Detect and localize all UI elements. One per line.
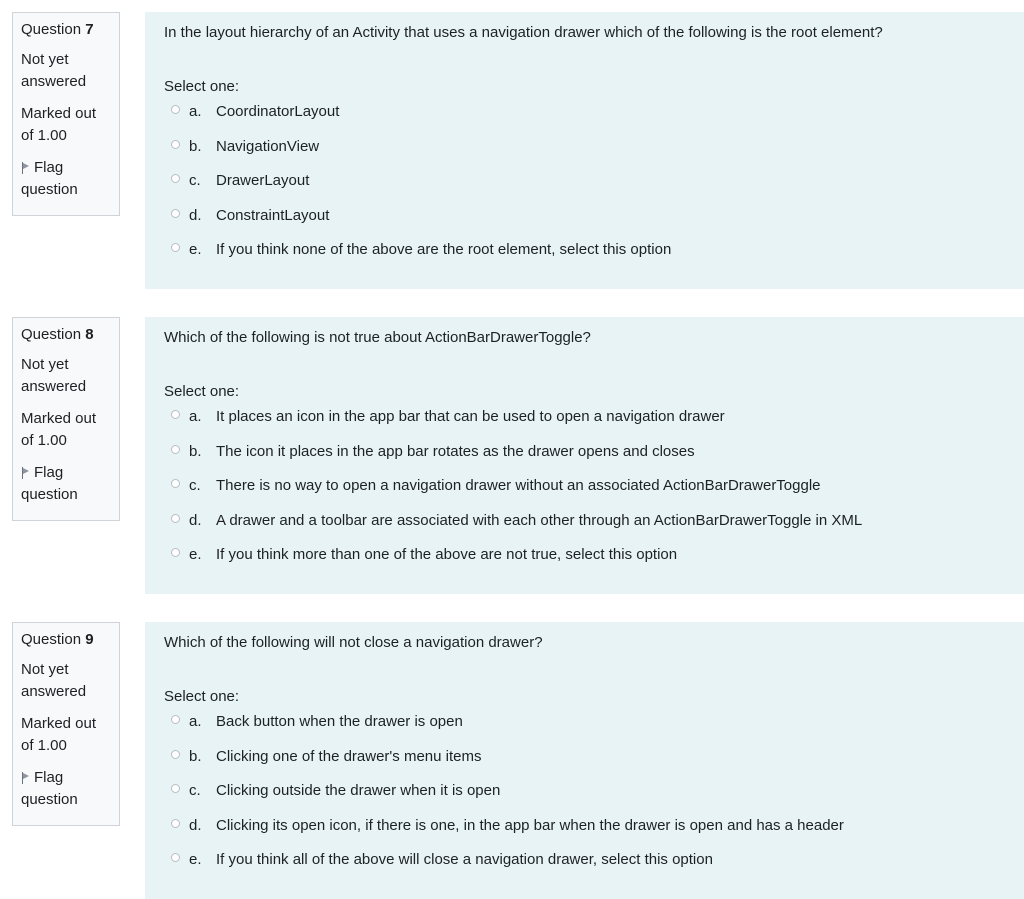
question-content [145, 622, 1024, 899]
answer-option-c[interactable]: c. Clicking outside the drawer when it is open [164, 780, 1024, 815]
radio-button[interactable] [171, 105, 180, 114]
answer-list [164, 711, 1024, 884]
question-text: Which of the following is not true about ActionBarDrawerToggle? [164, 329, 591, 346]
question-grade: Marked out of 1.00 [21, 105, 97, 144]
radio-button[interactable] [171, 715, 180, 724]
radio-button[interactable] [171, 819, 180, 828]
answer-option-a[interactable]: a. Back button when the drawer is open [164, 711, 1024, 746]
question-text: In the layout hierarchy of an Activity that uses a navigation drawer which of the following is the root element? [164, 24, 883, 41]
radio-button[interactable] [171, 174, 180, 183]
answer-list [164, 406, 1024, 579]
answer-option-e[interactable]: e. If you think none of the above are the root element, select this option [164, 239, 1024, 274]
radio-button[interactable] [171, 209, 180, 218]
question-info [12, 317, 120, 521]
answer-option-c[interactable]: c. DrawerLayout [164, 170, 1024, 205]
radio-button[interactable] [171, 548, 180, 557]
radio-button[interactable] [171, 514, 180, 523]
flag-question-link[interactable]: Flag question [21, 769, 78, 808]
question-number: Question 9 [21, 631, 94, 648]
question-text: Which of the following will not close a navigation drawer? [164, 634, 543, 651]
question-content [145, 12, 1024, 289]
question-number: Question 8 [21, 326, 94, 343]
flag-icon [21, 162, 31, 174]
flag-question-link[interactable]: Flag question [21, 159, 78, 198]
flag-icon [21, 772, 31, 784]
answer-option-b[interactable]: b. NavigationView [164, 136, 1024, 171]
question-number: Question 7 [21, 21, 94, 38]
question-info [12, 622, 120, 826]
radio-button[interactable] [171, 243, 180, 252]
radio-button[interactable] [171, 410, 180, 419]
answer-option-c[interactable]: c. There is no way to open a navigation drawer without an associated ActionBarDrawerToggle [164, 475, 1024, 510]
answer-prompt: Select one: [164, 383, 240, 400]
question-grade: Marked out of 1.00 [21, 410, 97, 449]
question-state: Not yet answered [21, 51, 87, 90]
answer-option-a[interactable]: a. CoordinatorLayout [164, 101, 1024, 136]
radio-button[interactable] [171, 750, 180, 759]
answer-option-e[interactable]: e. If you think all of the above will close a navigation drawer, select this option [164, 849, 1024, 884]
answer-prompt: Select one: [164, 78, 240, 95]
answer-option-d[interactable]: d. ConstraintLayout [164, 205, 1024, 240]
flag-question-link[interactable]: Flag question [21, 464, 78, 503]
question-grade: Marked out of 1.00 [21, 715, 97, 754]
answer-option-d[interactable]: d. A drawer and a toolbar are associated with each other through an ActionBarDrawerToggle in XML [164, 510, 1024, 545]
question-state: Not yet answered [21, 356, 87, 395]
answer-option-a[interactable]: a. It places an icon in the app bar that can be used to open a navigation drawer [164, 406, 1024, 441]
answer-option-b[interactable]: b. Clicking one of the drawer's menu items [164, 746, 1024, 781]
question-info [12, 12, 120, 216]
radio-button[interactable] [171, 853, 180, 862]
question-content [145, 317, 1024, 594]
answer-option-e[interactable]: e. If you think more than one of the above are not true, select this option [164, 544, 1024, 579]
answer-list [164, 101, 1024, 274]
radio-button[interactable] [171, 445, 180, 454]
answer-option-d[interactable]: d. Clicking its open icon, if there is one, in the app bar when the drawer is open and has a header [164, 815, 1024, 850]
question-state: Not yet answered [21, 661, 87, 700]
radio-button[interactable] [171, 479, 180, 488]
flag-icon [21, 467, 31, 479]
radio-button[interactable] [171, 784, 180, 793]
answer-option-b[interactable]: b. The icon it places in the app bar rotates as the drawer opens and closes [164, 441, 1024, 476]
answer-prompt: Select one: [164, 688, 240, 705]
radio-button[interactable] [171, 140, 180, 149]
